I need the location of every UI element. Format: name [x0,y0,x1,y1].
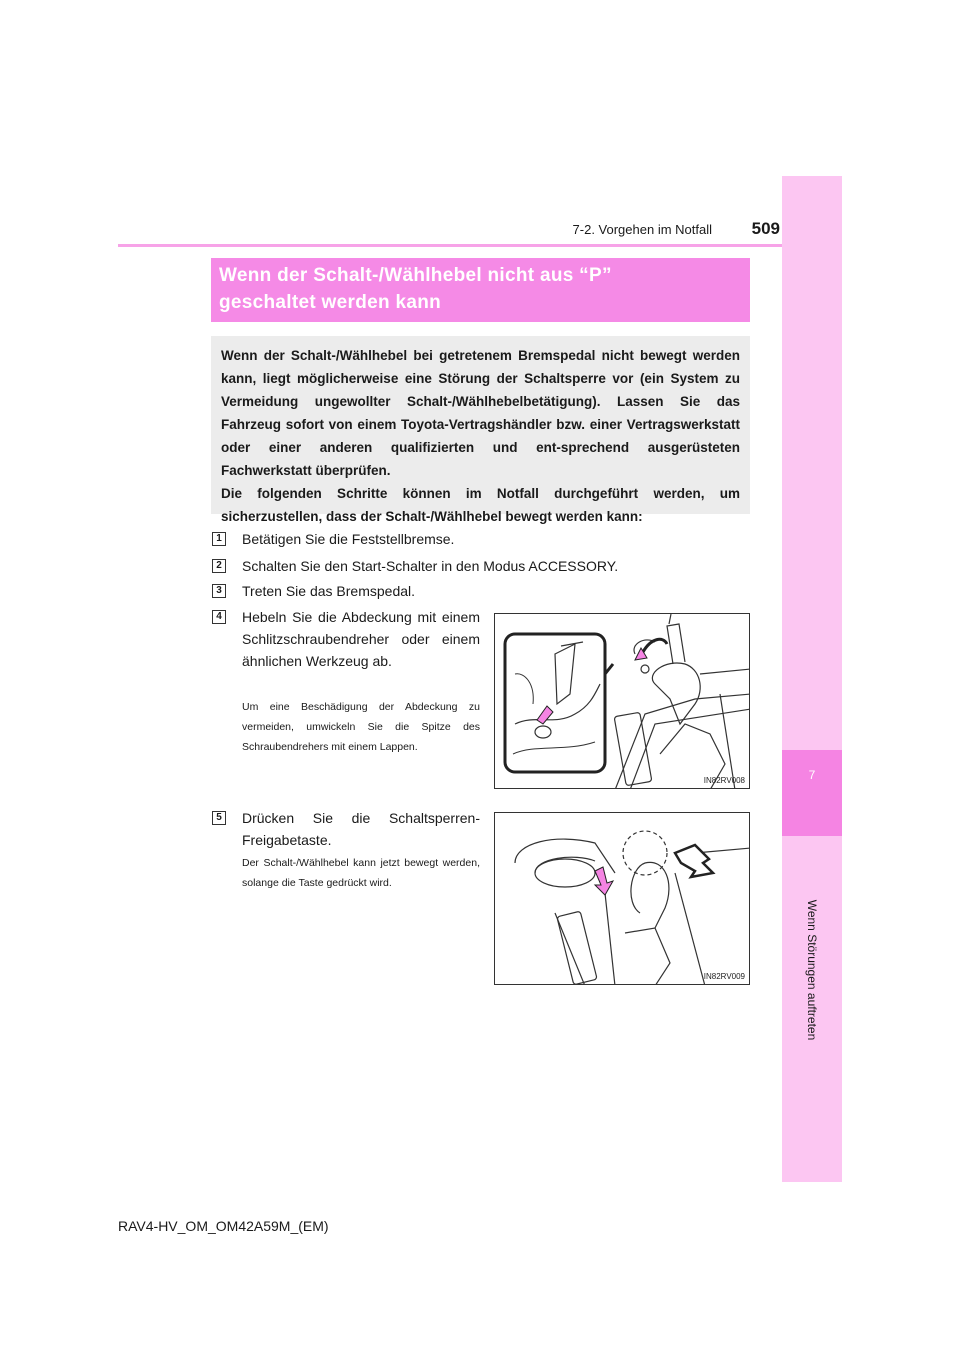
figure-shift-lock-illustration [495,813,750,985]
header-divider [118,244,782,247]
step-2-text: Schalten Sie den Start-Schalter in den Modus ACCESSORY. [242,558,619,574]
intro-paragraph-2: Die folgenden Schritte können im Notfall durchgeführt werden, um sicherzustellen, dass der Schalt-/Wählhebel bewegt werden kann: [221,486,740,524]
step-5-text: Drücken Sie die Schaltsperren-Freigabetaste. [242,810,480,848]
section-title-line1: Wenn der Schalt-/Wählhebel nicht aus “P” [219,265,612,286]
step-3-text: Treten Sie das Bremspedal. [242,583,416,599]
step-1-badge: 1 [212,532,226,546]
figure-2-code: IN82RV009 [703,972,745,981]
chapter-tab-highlight [782,750,842,836]
step-1-text: Betätigen Sie die Feststellbremse. [242,531,455,547]
figure-1-code: IN82RV008 [703,776,745,785]
step-3-badge: 3 [212,584,226,598]
intro-paragraph-1: Wenn der Schalt-/Wählhebel bei getretenem Bremspedal nicht bewegt werden kann, liegt möglicherweise eine Störung der Schaltsperre vor (ein System zu Vermeidung ungewollter Schalt-/Wählhebelbetätigung). Lassen Sie das Fahrzeug sofort von einem Toyota-Vertragshändler bzw. einer Vertragswerkstatt oder einer anderen qualifizierten und ent-sprechend ausgerüsteten Fachwerkstatt überprüfen. [221,348,740,478]
step-4-note: Um eine Beschädigung der Abdeckung zu vermeiden, umwickeln Sie die Spitze des Schraubendrehers mit einem Lappen. [242,701,480,753]
figure-shift-lock-release [494,812,750,985]
figure-cover-removal-illustration [495,614,750,789]
step-5-note: Der Schalt-/Wählhebel kann jetzt bewegt werden, solange die Taste gedrückt wird. [242,857,480,889]
page-number: 509 [751,219,780,238]
chapter-number: 7 [808,768,816,782]
footer-document-code: RAV4-HV_OM_OM42A59M_(EM) [118,1218,329,1234]
figure-cover-removal [494,613,750,789]
section-title-box [211,258,750,322]
chapter-label: Wenn Störungen auftreten [805,899,819,1041]
step-4-badge: 4 [212,610,226,624]
section-title-line2: geschaltet werden kann [219,292,442,313]
header-section-title: 7-2. Vorgehen im Notfall [572,222,712,237]
step-2-badge: 2 [212,559,226,573]
step-5-badge: 5 [212,811,226,825]
intro-box [211,336,750,524]
step-4-text: Hebeln Sie die Abdeckung mit einem Schlitzschraubendreher oder einem ähnlichen Werkzeug ab. [242,609,480,669]
